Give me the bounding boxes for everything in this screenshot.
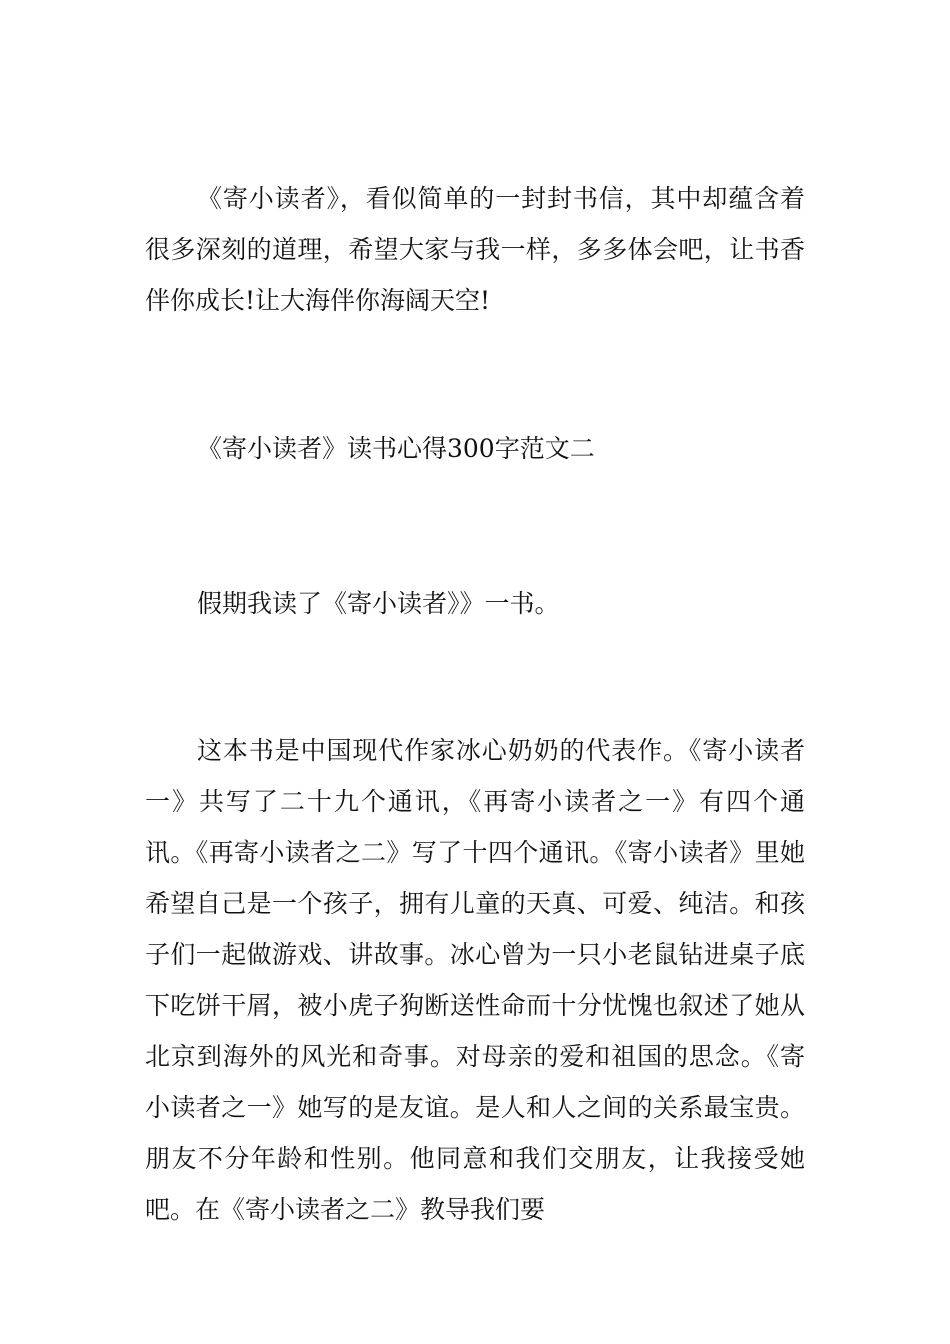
paragraph-conclusion: 《寄小读者》，看似简单的一封封书信，其中却蕴含着很多深刻的道理，希望大家与我一样，多多体会吧，让书香伴你成长!让大海伴你海阔天空! — [145, 184, 805, 315]
paragraph-intro: 假期我读了《寄小读者》》一书。 — [197, 589, 560, 618]
section-heading: 《寄小读者》读书心得300字范文二 — [197, 434, 595, 463]
paragraph-body: 这本书是中国现代作家冰心奶奶的代表作。《寄小读者一》共写了二十九个通讯，《再寄小读者之一》有四个通讯。《再寄小读者之二》写了十四个通讯。《寄小读者》里她希望自己是一个孩子，拥有儿童的天真、可爱、纯洁。和孩子们一起做游戏、讲故事。冰心曾为一只小老鼠钻进桌子底下吃饼干屑，被小虎子狗断送性命而十分忧愧也叙述了她从北京到海外的风光和奇事。对母亲的爱和祖国的思念。《寄小读者之一》她写的是友谊。是人和人之间的关系最宝贵。朋友不分年龄和性别。他同意和我们交朋友，让我接受她吧。在《寄小读者之二》教导我们要 — [145, 736, 805, 1224]
